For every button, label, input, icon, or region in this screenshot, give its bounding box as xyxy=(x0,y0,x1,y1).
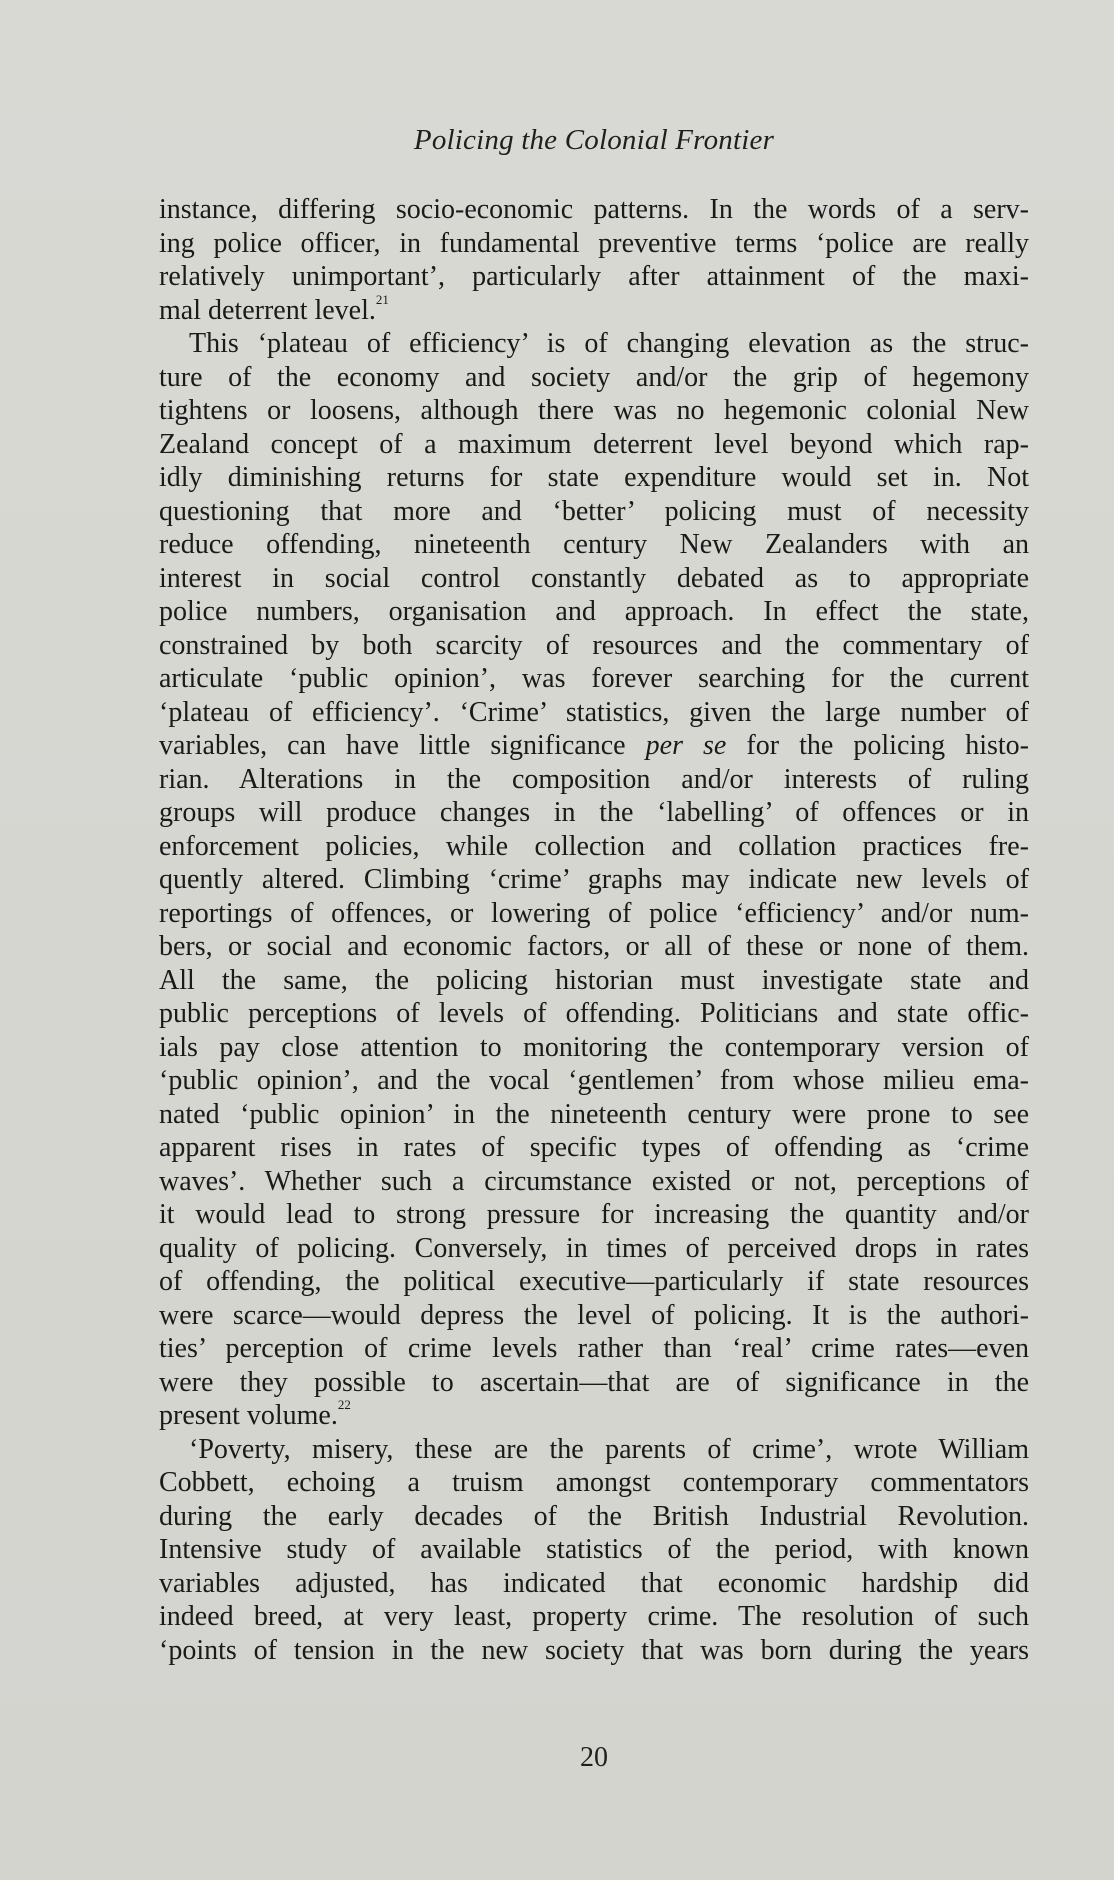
text-line: interest in social control constantly debated as to appropriate xyxy=(159,562,1029,594)
running-head: Policing the Colonial Frontier xyxy=(413,124,775,156)
text-line: reportings of offences, or lowering of police ‘efficiency’ and/or num- xyxy=(159,897,1029,929)
text-line: questioning that more and ‘better’ policing must of necessity xyxy=(159,495,1029,527)
body-text xyxy=(159,193,1029,1667)
text-line: bers, or social and economic factors, or all of these or none of them. xyxy=(159,931,1029,962)
text-line: groups will produce changes in the ‘labelling’ of offences or in xyxy=(159,797,1029,828)
text-line: ‘points of tension in the new society that was born during the years xyxy=(159,1634,1029,1666)
footnote-marker[interactable]: 21 xyxy=(375,291,389,307)
text-line: relatively unimportant’, particularly after attainment of the maxi- xyxy=(159,261,1029,292)
text-line: ‘public opinion’, and the vocal ‘gentlemen’ from whose milieu ema- xyxy=(159,1065,1029,1096)
page-number: 20 xyxy=(580,1742,608,1773)
text-line: All the same, the policing historian must investigate state and xyxy=(159,964,1029,996)
text-line: during the early decades of the British Industrial Revolution. xyxy=(159,1500,1029,1532)
text-line: of offending, the political executive—particularly if state resources xyxy=(159,1266,1029,1297)
text-line: enforcement policies, while collection and collation practices fre- xyxy=(159,830,1029,862)
text-line: Intensive study of available statistics of the period, with known xyxy=(159,1534,1029,1565)
text-line: ing police officer, in fundamental preventive terms ‘police are really xyxy=(159,227,1029,259)
text-line: ‘plateau of efficiency’. ‘Crime’ statistics, given the large number of xyxy=(159,696,1029,728)
text-line: mal deterrent level.$^{21}$ xyxy=(159,291,389,326)
text-line: articulate ‘public opinion’, was forever searching for the current xyxy=(159,663,1029,694)
text-line: were scarce—would depress the level of policing. It is the authori- xyxy=(159,1299,1029,1331)
text-line: indeed breed, at very least, property crime. The resolution of such xyxy=(159,1601,1029,1632)
text-line: tightens or loosens, although there was no hegemonic colonial New xyxy=(159,395,1029,426)
text-line: variables adjusted, has indicated that economic hardship did xyxy=(159,1567,1029,1599)
text-line: This ‘plateau of efficiency’ is of changing elevation as the struc- xyxy=(189,328,1029,359)
footnote-marker[interactable]: 22 xyxy=(337,1397,351,1412)
text-line: public perceptions of levels of offending. Politicians and state offic- xyxy=(159,998,1029,1029)
text-line: ials pay close attention to monitoring the contemporary version of xyxy=(159,1031,1029,1063)
text-line: it would lead to strong pressure for increasing the quantity and/or xyxy=(159,1199,1029,1230)
text-line: ties’ perception of crime levels rather than ‘real’ crime rates—even xyxy=(159,1333,1029,1364)
text-line: Zealand concept of a maximum deterrent level beyond which rap- xyxy=(159,428,1029,460)
text-line: nated ‘public opinion’ in the nineteenth century were prone to see xyxy=(159,1098,1029,1130)
text-line: ‘Poverty, misery, these are the parents of crime’, wrote William xyxy=(189,1433,1029,1465)
paragraph xyxy=(159,327,1029,1433)
text-line: reduce offending, nineteenth century New Zealanders with an xyxy=(159,529,1029,560)
paragraph xyxy=(159,193,1029,327)
text-line: constrained by both scarcity of resources and the commentary of xyxy=(159,629,1029,661)
text-line: quality of policing. Conversely, in times of perceived drops in rates xyxy=(159,1232,1029,1264)
text-line: ture of the economy and society and/or the grip of hegemony xyxy=(159,361,1029,393)
text-line: variables, can have little significance per se for the policing histo- xyxy=(159,730,1030,761)
paragraph xyxy=(159,1433,1029,1668)
text-line: instance, differing socio-economic patterns. In the words of a serv- xyxy=(159,194,1029,225)
text-line: waves’. Whether such a circumstance existed or not, perceptions of xyxy=(159,1165,1029,1197)
text-line: Cobbett, echoing a truism amongst contemporary commentators xyxy=(159,1467,1029,1498)
text-line: quently altered. Climbing ‘crime’ graphs may indicate new levels of xyxy=(159,864,1029,895)
text-line: were they possible to ascertain—that are of significance in the xyxy=(159,1366,1029,1398)
text-line: idly diminishing returns for state expenditure would set in. Not xyxy=(159,462,1029,493)
text-line: present volume.$^{22}$ xyxy=(159,1397,351,1431)
text-line: police numbers, organisation and approach. In effect the state, xyxy=(159,596,1029,627)
text-line: rian. Alterations in the composition and/or interests of ruling xyxy=(159,763,1029,795)
text-line: apparent rises in rates of specific types of offending as ‘crime xyxy=(159,1132,1029,1163)
